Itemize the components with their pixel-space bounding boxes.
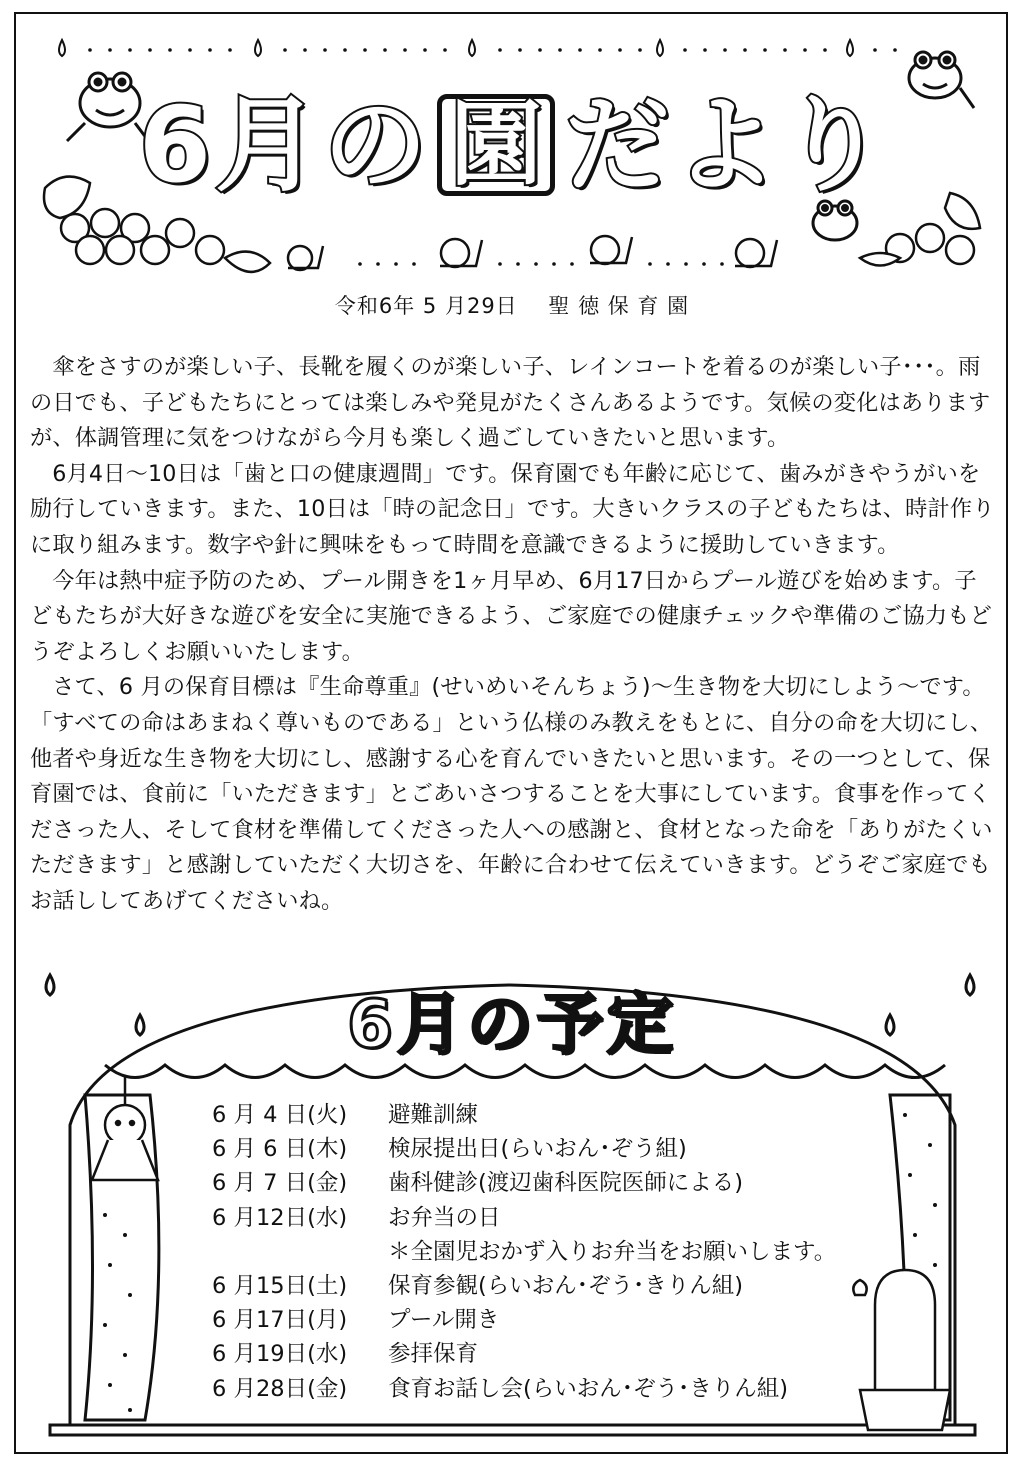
schedule-date: 6 月 4 日(火) — [212, 1102, 348, 1128]
schedule-note — [212, 1235, 892, 1269]
curtain-scallop — [105, 1065, 945, 1078]
schedule-date: 6 月17日(月) — [212, 1307, 348, 1334]
title-char: り — [781, 84, 886, 206]
schedule-date: 6 月19日(水) — [212, 1341, 348, 1368]
schedule-date: 6 月15日(土) — [212, 1273, 348, 1300]
body-paragraph: さて、6 月の保育目標は『生命尊重』(せいめいそんちょう)～生き物を大切にしよう～です。「すべての命はあまねく尊いものである」という仏様のみ教えをもとに、自分の命を大切にし、他者や身近な生き物を大切にし、感謝する心を育んでいきたいと思います。その一つとして、保育園では、食前に「いただきます」とごあいさつすることを大事にしています。食事を作ってくださった人、そして食材を準備してくださった人への感謝と、食材となった命を「ありがたくいただきます」と感謝していただく大切さを、年齢に合わせて伝えていきます。どうぞご家庭でもお話ししてあげてくださいね。 — [30, 674, 993, 914]
schedule-event: 歯科健診(渡辺歯科医院医師による) — [388, 1170, 744, 1197]
title-char: よ — [673, 84, 778, 206]
schedule-date: 6 月 7 日(金) — [212, 1170, 348, 1197]
schedule-date: 6 月 6 日(木) — [212, 1136, 348, 1163]
schedule-note-text: ＊全園児おかず入りお弁当をお願いします。 — [388, 1238, 837, 1265]
schedule-event: 保育参観(らいおん･ぞう･きりん組) — [388, 1273, 744, 1300]
teru-teru-bozu-icon — [92, 1075, 158, 1180]
schedule-row — [212, 1337, 892, 1371]
date-line — [0, 290, 1024, 320]
schedule-event: 検尿提出日(らいおん･ぞう組) — [388, 1136, 687, 1163]
schedule-row — [212, 1201, 892, 1235]
schedule-row — [212, 1372, 892, 1406]
raindrop-dots-bottom — [358, 262, 724, 266]
issue-date: 令和6年 5 月29日 — [334, 294, 518, 318]
schedule-event: お弁当の日 — [388, 1204, 501, 1231]
schedule-date: 6 月28日(金) — [212, 1375, 348, 1402]
schedule-row — [212, 1303, 892, 1337]
page-title — [0, 80, 1024, 210]
schedule-event: 食育お話し会(らいおん･ぞう･きりん組) — [388, 1375, 789, 1402]
schedule-row — [212, 1132, 892, 1166]
schedule-title-text: 6月の予定 — [347, 985, 677, 1063]
raindrop-dots-top — [59, 40, 897, 56]
stage-floor — [50, 1425, 975, 1435]
title-char: 月 — [215, 84, 320, 206]
schedule-row — [212, 1098, 892, 1132]
schedule-event: 参拝保育 — [388, 1341, 479, 1368]
schedule-event: プール開き — [388, 1307, 500, 1334]
schedule-date: 6 月12日(水) — [212, 1204, 348, 1231]
title-char-boxed: 園 — [437, 94, 555, 196]
title-char: 6 — [138, 84, 212, 206]
schedule-row — [212, 1166, 892, 1200]
newsletter-body — [30, 350, 996, 920]
body-paragraph: 6月4日～10日は「歯と口の健康週間」です。保育園でも年齢に応じて、歯みがきやうがいを励行していきます。また、10日は「時の記念日」です。大きいクラスの子どもたちは、時計作りに取り組みます。数字や針に興味をもって時間を意識できるように援助していきます。 — [30, 460, 995, 558]
schedule-list — [212, 1098, 892, 1406]
organization-name: 聖 徳 保 育 園 — [548, 294, 690, 318]
title-char: の — [323, 84, 428, 206]
title-char: だ — [565, 84, 670, 206]
schedule-row — [212, 1269, 892, 1303]
schedule-title — [0, 978, 1024, 1063]
body-paragraph: 今年は熱中症予防のため、プール開きを1ヶ月早め、6月17日からプール遊びを始めます。子どもたちが大好きな遊びを安全に実施できるよう、ご家庭での健康チェックや準備のご協力もどうぞよろしくお願いいたします。 — [30, 567, 992, 665]
body-paragraph: 傘をさすのが楽しい子、長靴を履くのが楽しい子、レインコートを着るのが楽しい子･･･。雨の日でも、子どもたちにとっては楽しみや発見がたくさんあるようです。気候の変化はありますが、体調管理に気をつけながら今月も楽しく過ごしていきたいと思います。 — [30, 354, 991, 452]
schedule-event: 避難訓練 — [388, 1102, 479, 1128]
